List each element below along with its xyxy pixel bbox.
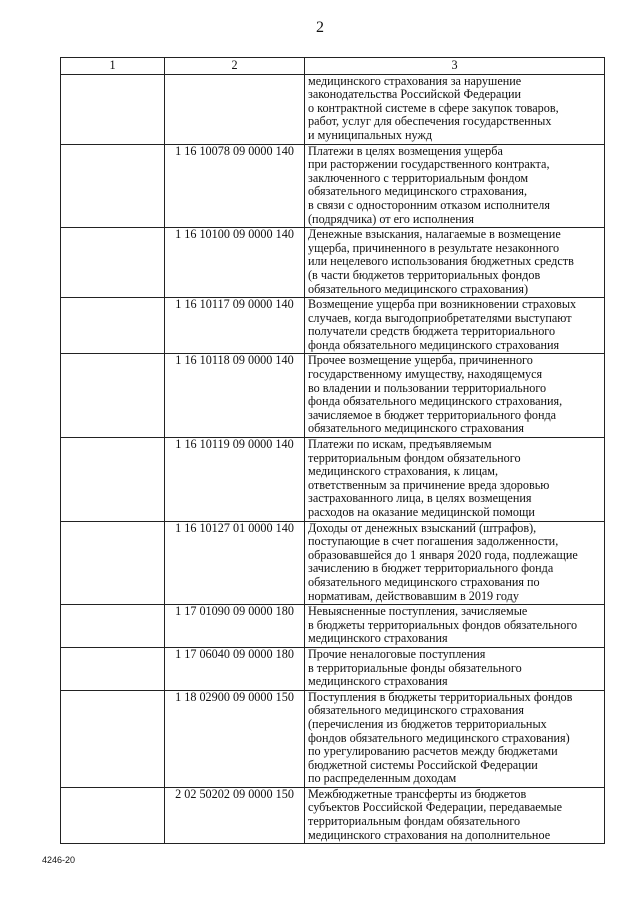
cell-col-1 xyxy=(61,787,165,843)
header-col-3: 3 xyxy=(305,58,605,75)
description-line: и муниципальных нужд xyxy=(308,127,433,142)
table-row xyxy=(61,438,605,522)
document-id: 4246-20 xyxy=(42,855,76,865)
cell-col-1 xyxy=(61,228,165,298)
cell-col-1 xyxy=(61,298,165,354)
description-line: обязательного медицинского страхования, xyxy=(308,184,528,199)
description-cell xyxy=(305,228,605,298)
table-header-row xyxy=(61,58,605,75)
description-cell xyxy=(305,521,605,605)
description-line: фонда обязательного медицинского страхования, xyxy=(308,394,563,409)
description-line: поступающие в счет погашения задолженности, xyxy=(308,534,559,549)
description-line: обязательного медицинского страхования xyxy=(308,421,524,436)
description-line: в связи с односторонним отказом исполнителя xyxy=(308,197,550,212)
cell-col-1 xyxy=(61,521,165,605)
description-cell xyxy=(305,647,605,690)
description-line: медицинского страхования xyxy=(308,674,448,689)
header-col-1: 1 xyxy=(61,58,165,75)
budget-code-cell: 1 16 10118 09 0000 140 xyxy=(165,354,305,438)
description-line: о контрактной системе в сфере закупок товаров, xyxy=(308,100,559,115)
cell-col-1 xyxy=(61,438,165,522)
description-line: по распределенным доходам xyxy=(308,771,457,786)
description-line: (перечисления из бюджетов территориальных xyxy=(308,716,547,731)
description-line: обязательного медицинского страхования по xyxy=(308,574,540,589)
description-line: во владении и пользовании территориального xyxy=(308,380,547,395)
cell-col-1 xyxy=(61,605,165,648)
description-cell xyxy=(305,298,605,354)
description-line: Прочее возмещение ущерба, причиненного xyxy=(308,353,533,368)
description-line: по урегулированию расчетов между бюджетами xyxy=(308,744,558,759)
page-number: 2 xyxy=(316,19,324,36)
description-line: бюджетной системы Российской Федерации xyxy=(308,757,538,772)
description-line: (подрядчика) от его исполнения xyxy=(308,211,474,226)
budget-code-cell: 1 16 10078 09 0000 140 xyxy=(165,144,305,228)
budget-code-cell: 2 02 50202 09 0000 150 xyxy=(165,787,305,843)
description-line: обязательного медицинского страхования) xyxy=(308,281,529,296)
description-line: медицинского страхования, к лицам, xyxy=(308,464,499,479)
description-cell xyxy=(305,605,605,648)
table-row xyxy=(61,605,605,648)
description-line: Межбюджетные трансферты из бюджетов xyxy=(308,786,527,801)
description-line: образовавшейся до 1 января 2020 года, подлежащие xyxy=(308,547,578,562)
description-line: зачисляемое в бюджет территориального фонда xyxy=(308,407,557,422)
budget-code-cell xyxy=(165,74,305,144)
description-line: работ, услуг для обеспечения государственных xyxy=(308,114,552,129)
description-line: ответственным за причинение вреда здоровью xyxy=(308,477,550,492)
header-col-2: 2 xyxy=(165,58,305,75)
table-row xyxy=(61,354,605,438)
table-row xyxy=(61,690,605,787)
cell-col-1 xyxy=(61,74,165,144)
table-row xyxy=(61,144,605,228)
description-line: случаев, когда выгодоприобретателями выступают xyxy=(308,310,572,325)
description-line: медицинского страхования за нарушение xyxy=(308,73,522,88)
budget-code-cell: 1 16 10127 01 0000 140 xyxy=(165,521,305,605)
cell-col-1 xyxy=(61,690,165,787)
description-line: в бюджеты территориальных фондов обязательного xyxy=(308,617,578,632)
table-row xyxy=(61,228,605,298)
description-line: получатели средств бюджета территориального xyxy=(308,324,556,339)
cell-col-1 xyxy=(61,354,165,438)
budget-code-cell: 1 18 02900 09 0000 150 xyxy=(165,690,305,787)
description-line: или нецелевого использования бюджетных средств xyxy=(308,254,574,269)
description-cell xyxy=(305,438,605,522)
description-line: Доходы от денежных взысканий (штрафов), xyxy=(308,520,537,535)
description-line: ущерба, причиненного в результате незаконного xyxy=(308,240,560,255)
description-line: Возмещение ущерба при возникновении страховых xyxy=(308,297,577,312)
budget-code-cell: 1 16 10119 09 0000 140 xyxy=(165,438,305,522)
description-line: заключенного с территориальным фондом xyxy=(308,170,529,185)
description-line: государственному имуществу, находящемуся xyxy=(308,367,543,382)
description-cell xyxy=(305,787,605,843)
description-line: расходов на оказание медицинской помощи xyxy=(308,505,535,519)
table-row xyxy=(61,787,605,843)
description-line: субъектов Российской Федерации, передаваемые xyxy=(308,800,562,815)
description-line: (в части бюджетов территориальных фондов xyxy=(308,267,541,282)
description-line: фонда обязательного медицинского страхования xyxy=(308,337,560,352)
cell-col-1 xyxy=(61,144,165,228)
description-line: территориальным фондом обязательного xyxy=(308,450,521,465)
table-body xyxy=(61,74,605,844)
description-line: зачислению в бюджет территориального фонда xyxy=(308,561,554,576)
description-cell xyxy=(305,354,605,438)
description-line: обязательного медицинского страхования xyxy=(308,703,524,718)
description-line: нормативам, действовавшим в 2019 году xyxy=(308,588,519,603)
description-line: территориальным фондам обязательного xyxy=(308,814,521,829)
description-line: медицинского страхования на дополнительное xyxy=(308,827,551,842)
budget-code-cell: 1 16 10117 09 0000 140 xyxy=(165,298,305,354)
description-line: Поступления в бюджеты территориальных фондов xyxy=(308,689,573,704)
description-cell xyxy=(305,690,605,787)
description-line: законодательства Российской Федерации xyxy=(308,87,522,102)
description-line: застрахованного лица, в целях возмещения xyxy=(308,491,532,506)
description-line: в территориальные фонды обязательного xyxy=(308,660,522,675)
table-row xyxy=(61,74,605,144)
budget-codes-table xyxy=(60,57,605,844)
description-line: медицинского страхования xyxy=(308,631,448,646)
description-line: Прочие неналоговые поступления xyxy=(308,646,486,661)
cell-col-1 xyxy=(61,647,165,690)
table-row xyxy=(61,298,605,354)
description-line: фондов обязательного медицинского страхования) xyxy=(308,730,570,745)
budget-code-cell: 1 17 01090 09 0000 180 xyxy=(165,605,305,648)
budget-code-cell: 1 17 06040 09 0000 180 xyxy=(165,647,305,690)
budget-code-cell: 1 16 10100 09 0000 140 xyxy=(165,228,305,298)
description-line: Платежи в целях возмещения ущерба xyxy=(308,143,503,158)
table-row xyxy=(61,647,605,690)
description-cell xyxy=(305,144,605,228)
description-line: Невыясненные поступления, зачисляемые xyxy=(308,604,528,619)
description-cell xyxy=(305,74,605,144)
description-line: Платежи по искам, предъявляемым xyxy=(308,437,492,452)
table-row xyxy=(61,521,605,605)
description-line: Денежные взыскания, налагаемые в возмещение xyxy=(308,227,561,242)
description-line: при расторжении государственного контракта, xyxy=(308,157,550,172)
